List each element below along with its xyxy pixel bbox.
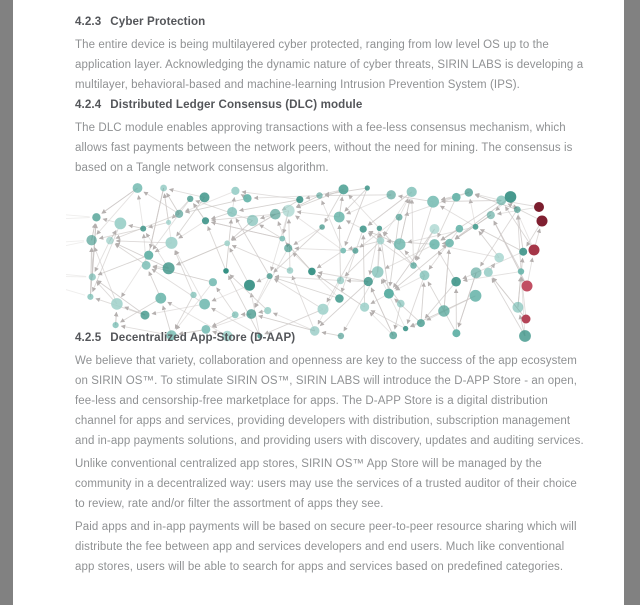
section-cyber-protection	[75, 15, 587, 95]
section-title: Distributed Ledger Consensus (DLC) module	[110, 98, 363, 111]
tangle-network-figure	[66, 181, 587, 343]
page-content	[13, 0, 624, 577]
paragraph: We believe that variety, collaboration and openness are key to the success of the app ecosystem on SIRIN OS™. To stimulate SIRIN OS™, SIRIN LABS will introduce the D-APP Store - an open, fee-less and censorship-free marketplace for apps. The D-APP Store is a digital distribution channel for apps and services, providing developers with distribution, subscription management and in-app payments solutions, and providing users with discovery, updates and auditing services.	[75, 355, 584, 447]
section-title: Decentralized App-Store (D-AAP)	[110, 331, 296, 344]
section-dapp-store	[75, 331, 587, 577]
paragraph: The entire device is being multilayered cyber protected, ranging from low level OS up to the application layer. Acknowledging the dynamic nature of cyber threats, SIRIN LABS is developing a multilayer, behavioral-based and machine-learning Intrusion Prevention System (IPS).	[75, 39, 584, 91]
paragraph: Unlike conventional centralized app stores, SIRIN OS™ App Store will be managed by the community in a decentralized way: users may use the services of a trusted auditor of their choice to review, rate and/or filter the assortment of apps they see.	[75, 458, 577, 510]
section-number: 4.2.5	[75, 331, 102, 344]
left-gutter	[0, 0, 13, 605]
tangle-network-graphic	[66, 181, 560, 343]
paragraph: Paid apps and in-app payments will be based on secure peer-to-peer resource sharing which will distribute the fee between app and services developers and end users. Much like conventional app stores, users will be able to search for apps and services based on predefined categories.	[75, 521, 577, 573]
section-number: 4.2.4	[75, 98, 102, 111]
document-page[interactable]	[13, 0, 624, 605]
section-number: 4.2.3	[75, 15, 102, 28]
section-title: Cyber Protection	[110, 15, 206, 28]
right-gutter	[624, 0, 640, 605]
section-heading	[75, 15, 587, 29]
section-heading	[75, 98, 587, 112]
paragraph: The DLC module enables approving transactions with a fee-less consensus mechanism, which allows fast payments between the network peers, without the need for mining. The consensus is based on a Tangle network consensus algorithm.	[75, 122, 573, 174]
section-dlc-module	[75, 98, 587, 178]
